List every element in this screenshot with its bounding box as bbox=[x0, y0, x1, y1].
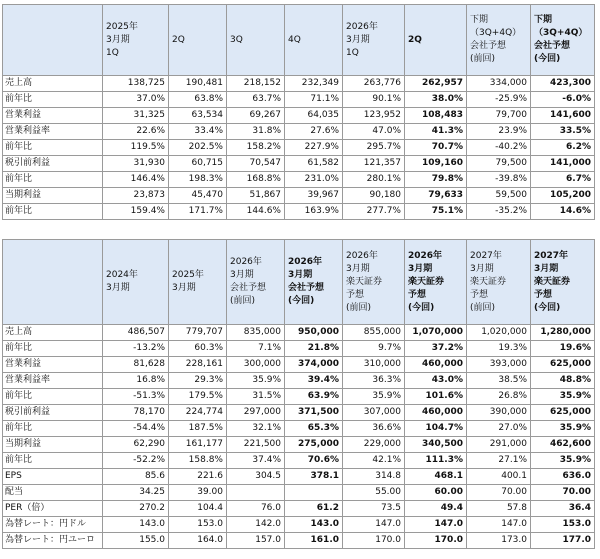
column-header: 下期 （3Q+4Q） 会社予想 (前回) bbox=[467, 5, 531, 76]
table-cell: 22.6% bbox=[103, 124, 169, 140]
table-cell: 170.0 bbox=[405, 533, 467, 549]
table-cell: 340,500 bbox=[405, 437, 467, 453]
table-cell: -25.9% bbox=[467, 92, 531, 108]
table-cell: 69,267 bbox=[227, 108, 285, 124]
table-cell: 468.1 bbox=[405, 469, 467, 485]
row-label: 前年比 bbox=[3, 453, 103, 469]
table-cell: 104.7% bbox=[405, 421, 467, 437]
table-cell: 19.6% bbox=[531, 341, 595, 357]
header-row bbox=[3, 5, 595, 76]
table-cell: 27.0% bbox=[467, 421, 531, 437]
table-row bbox=[3, 76, 595, 92]
table-cell: 29.3% bbox=[169, 373, 227, 389]
table-cell: 297,000 bbox=[227, 405, 285, 421]
table-cell: 400.1 bbox=[467, 469, 531, 485]
table-row bbox=[3, 124, 595, 140]
table-cell: 70,547 bbox=[227, 156, 285, 172]
table-cell: 55.00 bbox=[343, 485, 405, 501]
table-cell: 85.6 bbox=[103, 469, 169, 485]
table-cell: 462,600 bbox=[531, 437, 595, 453]
table-cell: 70.7% bbox=[405, 140, 467, 156]
row-label: 売上高 bbox=[3, 76, 103, 92]
row-label: 営業利益 bbox=[3, 357, 103, 373]
column-header: 2025年 3月期 bbox=[169, 240, 227, 325]
table-cell: 23.9% bbox=[467, 124, 531, 140]
table-cell: 262,957 bbox=[405, 76, 467, 92]
column-header: 2Q bbox=[405, 5, 467, 76]
row-label: 当期利益 bbox=[3, 188, 103, 204]
table-cell: 49.4 bbox=[405, 501, 467, 517]
table-row bbox=[3, 188, 595, 204]
table-cell: 60,715 bbox=[169, 156, 227, 172]
table-cell: 147.0 bbox=[467, 517, 531, 533]
table-cell: 625,000 bbox=[531, 357, 595, 373]
table-cell: 61.2 bbox=[285, 501, 343, 517]
column-header: 下期 （3Q+4Q） 会社予想 (今回) bbox=[531, 5, 595, 76]
table-cell: 31,930 bbox=[103, 156, 169, 172]
table-row bbox=[3, 469, 595, 485]
table-cell: 90.1% bbox=[343, 92, 405, 108]
table-cell: 21.8% bbox=[285, 341, 343, 357]
table-cell: 486,507 bbox=[103, 325, 169, 341]
table-cell: 70.6% bbox=[285, 453, 343, 469]
table-cell: 270.2 bbox=[103, 501, 169, 517]
table-cell: 277.7% bbox=[343, 204, 405, 220]
table-cell: 164.0 bbox=[169, 533, 227, 549]
table-cell: 143.0 bbox=[103, 517, 169, 533]
table-cell: -6.0% bbox=[531, 92, 595, 108]
table-cell: 62,290 bbox=[103, 437, 169, 453]
table-cell: 71.1% bbox=[285, 92, 343, 108]
table-cell: 9.7% bbox=[343, 341, 405, 357]
table-cell: 263,776 bbox=[343, 76, 405, 92]
table-row bbox=[3, 501, 595, 517]
table-row bbox=[3, 156, 595, 172]
column-header: 2027年 3月期 楽天証券 予想 (前回) bbox=[467, 240, 531, 325]
table-row bbox=[3, 140, 595, 156]
table-cell: 158.2% bbox=[227, 140, 285, 156]
table-cell: 79,633 bbox=[405, 188, 467, 204]
table-cell: 291,000 bbox=[467, 437, 531, 453]
table-cell: 158.8% bbox=[169, 453, 227, 469]
table-cell: 161.0 bbox=[285, 533, 343, 549]
row-label: 前年比 bbox=[3, 204, 103, 220]
table-cell: 78,170 bbox=[103, 405, 169, 421]
table-cell: -54.4% bbox=[103, 421, 169, 437]
table-row bbox=[3, 108, 595, 124]
table-cell: 70.00 bbox=[531, 485, 595, 501]
column-header: 2026年 3月期 楽天証券 予想 (今回) bbox=[405, 240, 467, 325]
table-cell: 179.5% bbox=[169, 389, 227, 405]
table-cell: 159.4% bbox=[103, 204, 169, 220]
table-cell: 36.6% bbox=[343, 421, 405, 437]
table-cell: 141,600 bbox=[531, 108, 595, 124]
table-cell: 168.8% bbox=[227, 172, 285, 188]
table-cell: 104.4 bbox=[169, 501, 227, 517]
table-row bbox=[3, 92, 595, 108]
table-cell: 171.7% bbox=[169, 204, 227, 220]
table-cell: 314.8 bbox=[343, 469, 405, 485]
row-label: 営業利益 bbox=[3, 108, 103, 124]
table-cell: 153.0 bbox=[169, 517, 227, 533]
table-cell: 23,873 bbox=[103, 188, 169, 204]
table-cell: 75.1% bbox=[405, 204, 467, 220]
table-cell: 231.0% bbox=[285, 172, 343, 188]
table-cell: 232,349 bbox=[285, 76, 343, 92]
table-cell: 625,000 bbox=[531, 405, 595, 421]
table-cell: 111.3% bbox=[405, 453, 467, 469]
table-cell: 101.6% bbox=[405, 389, 467, 405]
table-cell: 105,200 bbox=[531, 188, 595, 204]
table-cell: 48.8% bbox=[531, 373, 595, 389]
table-cell: 146.4% bbox=[103, 172, 169, 188]
table-cell: 147.0 bbox=[405, 517, 467, 533]
table-cell: 153.0 bbox=[531, 517, 595, 533]
table-cell: -51.3% bbox=[103, 389, 169, 405]
table-cell: 43.0% bbox=[405, 373, 467, 389]
table-cell: 35.9% bbox=[531, 453, 595, 469]
table-cell: 57.8 bbox=[467, 501, 531, 517]
table-cell: 31,325 bbox=[103, 108, 169, 124]
table-cell: 59,500 bbox=[467, 188, 531, 204]
table-cell: 63.8% bbox=[169, 92, 227, 108]
table-cell: 163.9% bbox=[285, 204, 343, 220]
column-header: 2026年 3月期 1Q bbox=[343, 5, 405, 76]
row-label: 営業利益率 bbox=[3, 373, 103, 389]
table-cell: 142.0 bbox=[227, 517, 285, 533]
row-label: 前年比 bbox=[3, 389, 103, 405]
quarterly-results-table bbox=[2, 4, 595, 220]
table-cell: 304.5 bbox=[227, 469, 285, 485]
table-cell: 221.6 bbox=[169, 469, 227, 485]
table-cell bbox=[285, 485, 343, 501]
table-cell: 950,000 bbox=[285, 325, 343, 341]
table-cell: 119.5% bbox=[103, 140, 169, 156]
table-cell: 16.8% bbox=[103, 373, 169, 389]
row-label: 売上高 bbox=[3, 325, 103, 341]
column-header: 2025年 3月期 1Q bbox=[103, 5, 169, 76]
table-cell: 45,470 bbox=[169, 188, 227, 204]
table-cell: 41.3% bbox=[405, 124, 467, 140]
table-cell: 51,867 bbox=[227, 188, 285, 204]
table-cell: 76.0 bbox=[227, 501, 285, 517]
table-cell: 228,161 bbox=[169, 357, 227, 373]
table-cell: 177.0 bbox=[531, 533, 595, 549]
table-cell: 36.4 bbox=[531, 501, 595, 517]
table-row bbox=[3, 341, 595, 357]
table-cell: 334,000 bbox=[467, 76, 531, 92]
table-cell: 190,481 bbox=[169, 76, 227, 92]
table-cell: 38.0% bbox=[405, 92, 467, 108]
table-cell: 138,725 bbox=[103, 76, 169, 92]
table-row bbox=[3, 437, 595, 453]
table-cell: 141,000 bbox=[531, 156, 595, 172]
table-row bbox=[3, 389, 595, 405]
row-label: 為替レート：円ドル bbox=[3, 517, 103, 533]
table-cell: 218,152 bbox=[227, 76, 285, 92]
row-label: PER（倍） bbox=[3, 501, 103, 517]
table-cell: 170.0 bbox=[343, 533, 405, 549]
row-label: 前年比 bbox=[3, 92, 103, 108]
table-cell: 39,967 bbox=[285, 188, 343, 204]
table-cell: 70.00 bbox=[467, 485, 531, 501]
row-label: 配当 bbox=[3, 485, 103, 501]
table-cell: 37.2% bbox=[405, 341, 467, 357]
table-row bbox=[3, 325, 595, 341]
table-cell: 7.1% bbox=[227, 341, 285, 357]
row-label: 前年比 bbox=[3, 172, 103, 188]
table-cell: 307,000 bbox=[343, 405, 405, 421]
table-cell: 63.7% bbox=[227, 92, 285, 108]
table-cell: 36.3% bbox=[343, 373, 405, 389]
header-corner-cell bbox=[3, 240, 103, 325]
table-cell: 229,000 bbox=[343, 437, 405, 453]
table-cell: 39.00 bbox=[169, 485, 227, 501]
table-row bbox=[3, 485, 595, 501]
table-cell: 73.5 bbox=[343, 501, 405, 517]
table-cell: 374,000 bbox=[285, 357, 343, 373]
table-cell: 123,952 bbox=[343, 108, 405, 124]
column-header: 2026年 3月期 会社予想 (前回) bbox=[227, 240, 285, 325]
table-cell: 39.4% bbox=[285, 373, 343, 389]
header-row bbox=[3, 240, 595, 325]
table-cell: 35.9% bbox=[343, 389, 405, 405]
table-cell: 108,483 bbox=[405, 108, 467, 124]
table-cell: 6.7% bbox=[531, 172, 595, 188]
table-cell: 34.25 bbox=[103, 485, 169, 501]
table-cell: 27.6% bbox=[285, 124, 343, 140]
table-cell: 224,774 bbox=[169, 405, 227, 421]
row-label: EPS bbox=[3, 469, 103, 485]
table-cell: -35.2% bbox=[467, 204, 531, 220]
table-cell: 6.2% bbox=[531, 140, 595, 156]
row-label: 営業利益率 bbox=[3, 124, 103, 140]
table-row bbox=[3, 533, 595, 549]
annual-forecast-table bbox=[2, 239, 595, 549]
table-cell: 835,000 bbox=[227, 325, 285, 341]
table-row bbox=[3, 405, 595, 421]
table-cell: 173.0 bbox=[467, 533, 531, 549]
table-cell: 1,070,000 bbox=[405, 325, 467, 341]
table-cell: 61,582 bbox=[285, 156, 343, 172]
table-cell: 157.0 bbox=[227, 533, 285, 549]
table-cell: 26.8% bbox=[467, 389, 531, 405]
table-cell: 63.9% bbox=[285, 389, 343, 405]
table-cell: 275,000 bbox=[285, 437, 343, 453]
row-label: 税引前利益 bbox=[3, 405, 103, 421]
table-cell: -52.2% bbox=[103, 453, 169, 469]
table-cell: 147.0 bbox=[343, 517, 405, 533]
table-cell: 38.5% bbox=[467, 373, 531, 389]
table-cell: 378.1 bbox=[285, 469, 343, 485]
table-cell: 47.0% bbox=[343, 124, 405, 140]
column-header: 3Q bbox=[227, 5, 285, 76]
table-cell: 19.3% bbox=[467, 341, 531, 357]
table-cell: 33.4% bbox=[169, 124, 227, 140]
table-cell: 295.7% bbox=[343, 140, 405, 156]
table-cell: 636.0 bbox=[531, 469, 595, 485]
table-cell: 121,357 bbox=[343, 156, 405, 172]
table-row bbox=[3, 172, 595, 188]
table-cell: -13.2% bbox=[103, 341, 169, 357]
table-cell: 33.5% bbox=[531, 124, 595, 140]
table-cell: 221,500 bbox=[227, 437, 285, 453]
table-cell: 161,177 bbox=[169, 437, 227, 453]
table-cell: 37.4% bbox=[227, 453, 285, 469]
table-cell: 1,020,000 bbox=[467, 325, 531, 341]
table-cell: 143.0 bbox=[285, 517, 343, 533]
table-cell bbox=[227, 485, 285, 501]
table-cell: 393,000 bbox=[467, 357, 531, 373]
column-header: 2026年 3月期 楽天証券 予想 (前回) bbox=[343, 240, 405, 325]
table-cell: 144.6% bbox=[227, 204, 285, 220]
table-cell: 32.1% bbox=[227, 421, 285, 437]
table-cell: 460,000 bbox=[405, 357, 467, 373]
table-cell: 855,000 bbox=[343, 325, 405, 341]
table-cell: 227.9% bbox=[285, 140, 343, 156]
table-cell: -39.8% bbox=[467, 172, 531, 188]
table-cell: 42.1% bbox=[343, 453, 405, 469]
table-cell: 35.9% bbox=[227, 373, 285, 389]
table-cell: 60.00 bbox=[405, 485, 467, 501]
table-cell: 79.8% bbox=[405, 172, 467, 188]
table-cell: 280.1% bbox=[343, 172, 405, 188]
table-cell: 60.3% bbox=[169, 341, 227, 357]
table-cell: 1,280,000 bbox=[531, 325, 595, 341]
table-row bbox=[3, 373, 595, 389]
row-label: 当期利益 bbox=[3, 437, 103, 453]
table-cell: 35.9% bbox=[531, 421, 595, 437]
table-cell: 79,700 bbox=[467, 108, 531, 124]
table-cell: 63,534 bbox=[169, 108, 227, 124]
table-cell: 37.0% bbox=[103, 92, 169, 108]
table-row bbox=[3, 357, 595, 373]
table-row bbox=[3, 517, 595, 533]
column-header: 2027年 3月期 楽天証券 予想 (今回) bbox=[531, 240, 595, 325]
table-cell: 390,000 bbox=[467, 405, 531, 421]
column-header: 2026年 3月期 会社予想 (今回) bbox=[285, 240, 343, 325]
table-cell: 300,000 bbox=[227, 357, 285, 373]
table-cell: 202.5% bbox=[169, 140, 227, 156]
table-cell: 109,160 bbox=[405, 156, 467, 172]
table-cell: 31.5% bbox=[227, 389, 285, 405]
row-label: 前年比 bbox=[3, 140, 103, 156]
header-corner-cell bbox=[3, 5, 103, 76]
column-header: 4Q bbox=[285, 5, 343, 76]
table-cell: 27.1% bbox=[467, 453, 531, 469]
table-cell: 371,500 bbox=[285, 405, 343, 421]
table-cell: 310,000 bbox=[343, 357, 405, 373]
table-cell: 90,180 bbox=[343, 188, 405, 204]
table-cell: 423,300 bbox=[531, 76, 595, 92]
table-cell: 65.3% bbox=[285, 421, 343, 437]
table-cell: 31.8% bbox=[227, 124, 285, 140]
table-cell: 155.0 bbox=[103, 533, 169, 549]
table-cell: 64,035 bbox=[285, 108, 343, 124]
table-cell: 35.9% bbox=[531, 389, 595, 405]
table-cell: 198.3% bbox=[169, 172, 227, 188]
table-row bbox=[3, 421, 595, 437]
row-label: 税引前利益 bbox=[3, 156, 103, 172]
table-cell: 79,500 bbox=[467, 156, 531, 172]
table-cell: 81,628 bbox=[103, 357, 169, 373]
table-row bbox=[3, 453, 595, 469]
table-cell: 14.6% bbox=[531, 204, 595, 220]
column-header: 2024年 3月期 bbox=[103, 240, 169, 325]
table-cell: -40.2% bbox=[467, 140, 531, 156]
row-label: 為替レート：円ユーロ bbox=[3, 533, 103, 549]
table-cell: 187.5% bbox=[169, 421, 227, 437]
table-cell: 779,707 bbox=[169, 325, 227, 341]
column-header: 2Q bbox=[169, 5, 227, 76]
row-label: 前年比 bbox=[3, 421, 103, 437]
table-cell: 460,000 bbox=[405, 405, 467, 421]
row-label: 前年比 bbox=[3, 341, 103, 357]
table-row bbox=[3, 204, 595, 220]
